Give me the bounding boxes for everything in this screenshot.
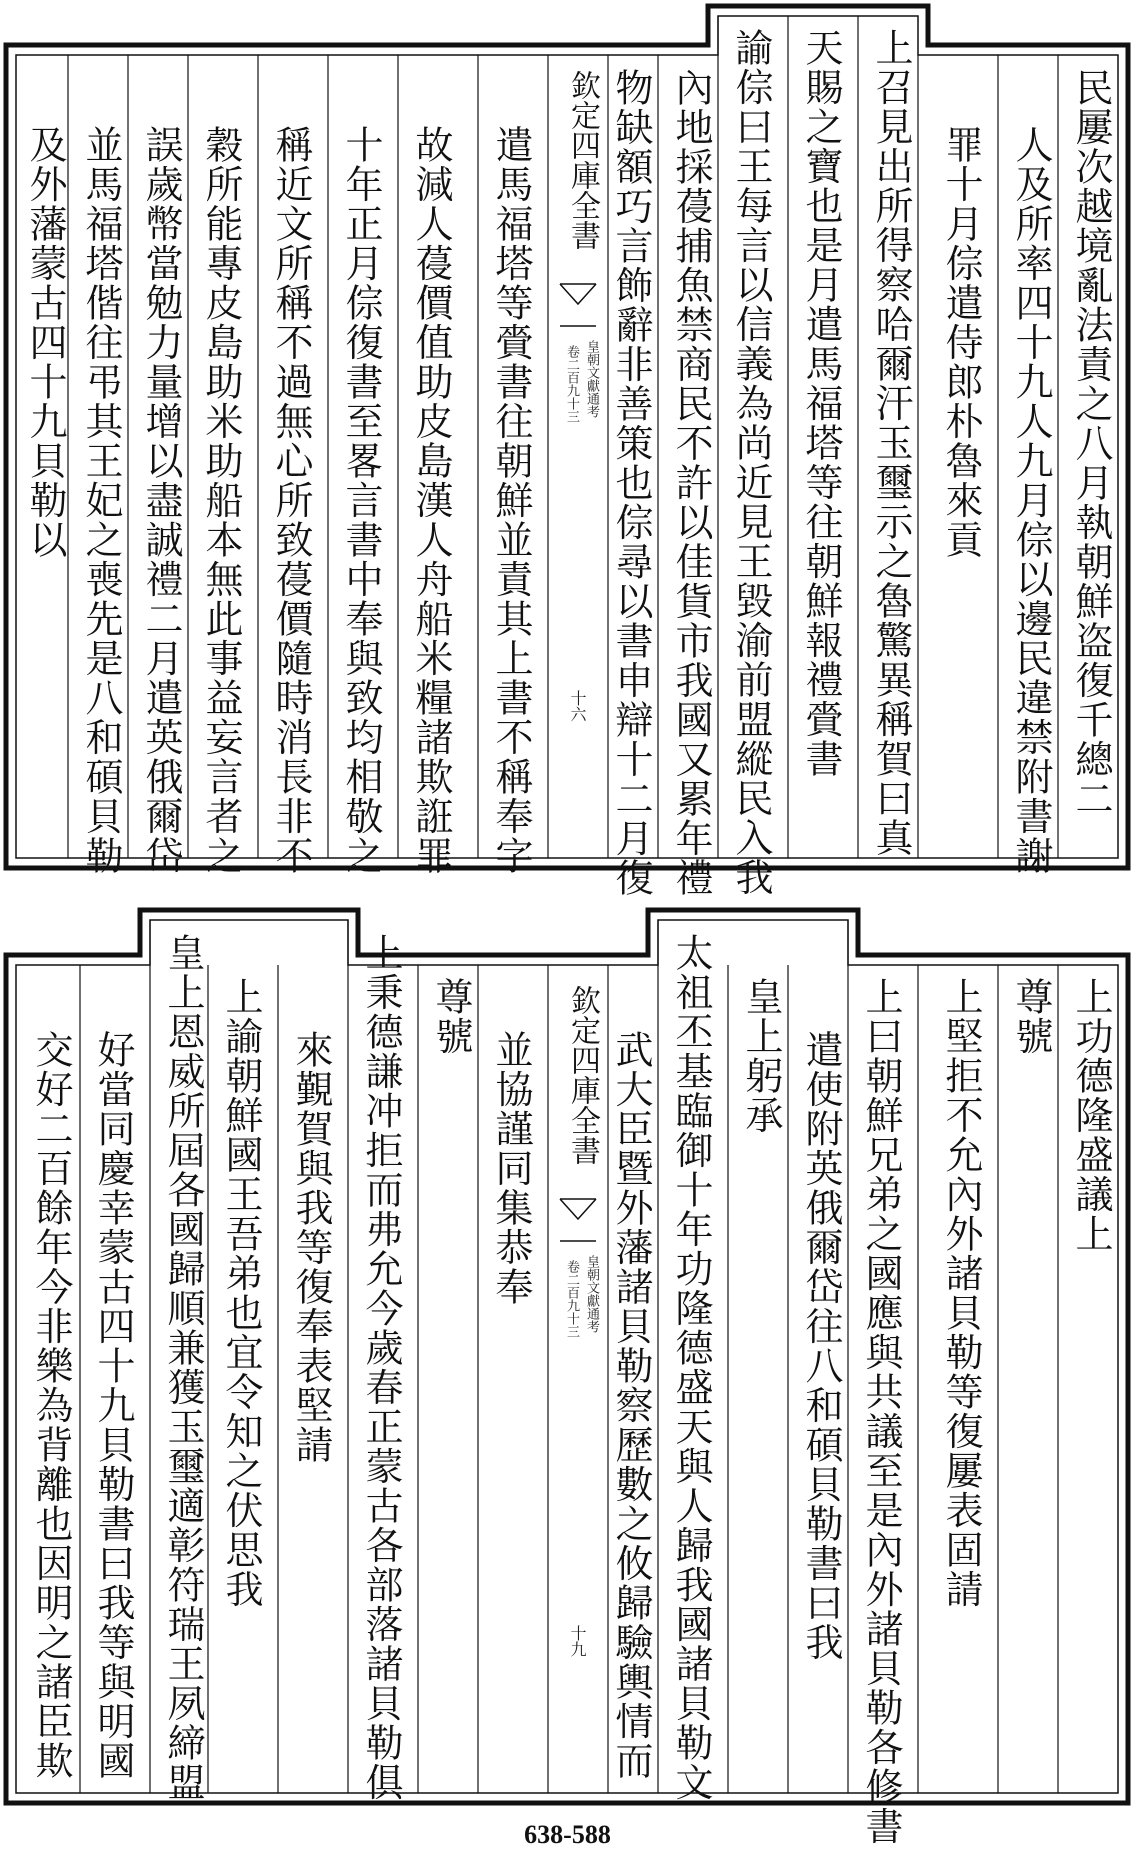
text-column: 並協謹同集恭奉 [489, 1030, 533, 1307]
text-column: 皇上躬承 [739, 977, 783, 1135]
spine-title: 欽定四庫全書 [565, 70, 600, 250]
text-column: 遣馬福塔等賫書往朝鮮並責其上書不稱奉字 [489, 125, 533, 876]
spine-volume: 卷二百九十三 [564, 345, 579, 423]
spine-title: 欽定四庫全書 [565, 985, 600, 1165]
text-column: 上召見出所得察哈爾汗玉璽示之魯驚異稱賀曰真 [869, 28, 913, 858]
text-column: 尊號 [429, 977, 473, 1056]
text-column: 上功德隆盛議上 [1069, 977, 1113, 1254]
text-column: 稱近文所稱不過無心所致葠價隨時消長非不 [269, 125, 313, 876]
spine-volume: 卷二百九十三 [564, 1260, 579, 1338]
text-column: 上諭朝鮮國王吾弟也宜令知之伏思我 [219, 977, 263, 1609]
text-column: 及外藩蒙古四十九貝勒以 [23, 125, 67, 560]
text-column: 太祖丕基臨御十年功隆德盛天與人歸我國諸貝勒文 [669, 933, 713, 1802]
text-column: 故減人葠價值助皮島漢人舟船米糧諸欺誑罪 [409, 125, 453, 876]
text-column: 民屢次越境亂法責之八月執朝鮮盗復千總二 [1069, 68, 1113, 819]
spine-folio: 十九 [568, 1625, 587, 1657]
fish-tail-mark [558, 282, 598, 328]
text-column: 遣使附英俄爾岱往八和碩貝勒書曰我 [799, 1030, 843, 1662]
text-column: 穀所能專皮島助米助船本無此事益妄言者之 [199, 125, 243, 876]
text-column: 好當同慶幸蒙古四十九貝勒書曰我等與明國 [91, 1030, 135, 1781]
text-column: 上曰朝鮮兄弟之國應與共議至是內外諸貝勒各修書 [859, 977, 903, 1846]
text-column: 諭倧曰王每言以信義為尚近見王毀渝前盟縱民入我 [729, 28, 773, 897]
text-column: 交好二百餘年今非樂為背離也因明之諸臣欺 [29, 1030, 73, 1781]
text-column: 上秉德謙冲拒而弗允今歲春正蒙古各部落諸貝勒俱 [359, 933, 403, 1802]
text-column: 尊號 [1009, 977, 1053, 1056]
text-column: 內地採葠捕魚禁商民不許以佳貨市我國又累年禮 [669, 68, 713, 898]
spine-source: 皇朝文獻通考 [584, 1255, 599, 1333]
spine-folio: 十六 [568, 690, 587, 722]
text-column: 皇上恩威所屆各國歸順兼獲玉璽適彰符瑞王夙締盟 [161, 933, 205, 1802]
page-number: 638-588 [524, 1820, 611, 1849]
text-column: 並馬福塔偕往弔其王妃之喪先是八和碩貝勒 [79, 125, 123, 876]
text-column: 來覲賀與我等復奉表堅請 [289, 1030, 333, 1465]
top-half-page [0, 0, 1135, 898]
text-column: 上堅拒不允內外諸貝勒等復屢表固請 [939, 977, 983, 1609]
text-column: 十年正月倧復書至畧言書中奉與致均相敬之 [339, 125, 383, 876]
text-column: 武大臣暨外藩諸貝勒察歷數之攸歸驗輿情而 [609, 1030, 653, 1781]
spine-source: 皇朝文獻通考 [584, 340, 599, 418]
text-column: 罪十月倧遣侍郎朴魯來貢 [939, 125, 983, 560]
text-column: 誤歲幣當勉力量增以盡誠禮二月遣英俄爾岱 [139, 125, 183, 876]
fish-tail-mark [558, 1197, 598, 1243]
text-column: 物缺額巧言飾辭非善策也倧尋以書申辯十二月復 [609, 68, 653, 898]
text-column: 天賜之寶也是月遣馬福塔等往朝鮮報禮賫書 [799, 28, 843, 779]
text-column: 人及所率四十九人九月倧以邊民違禁附書謝 [1009, 125, 1053, 876]
